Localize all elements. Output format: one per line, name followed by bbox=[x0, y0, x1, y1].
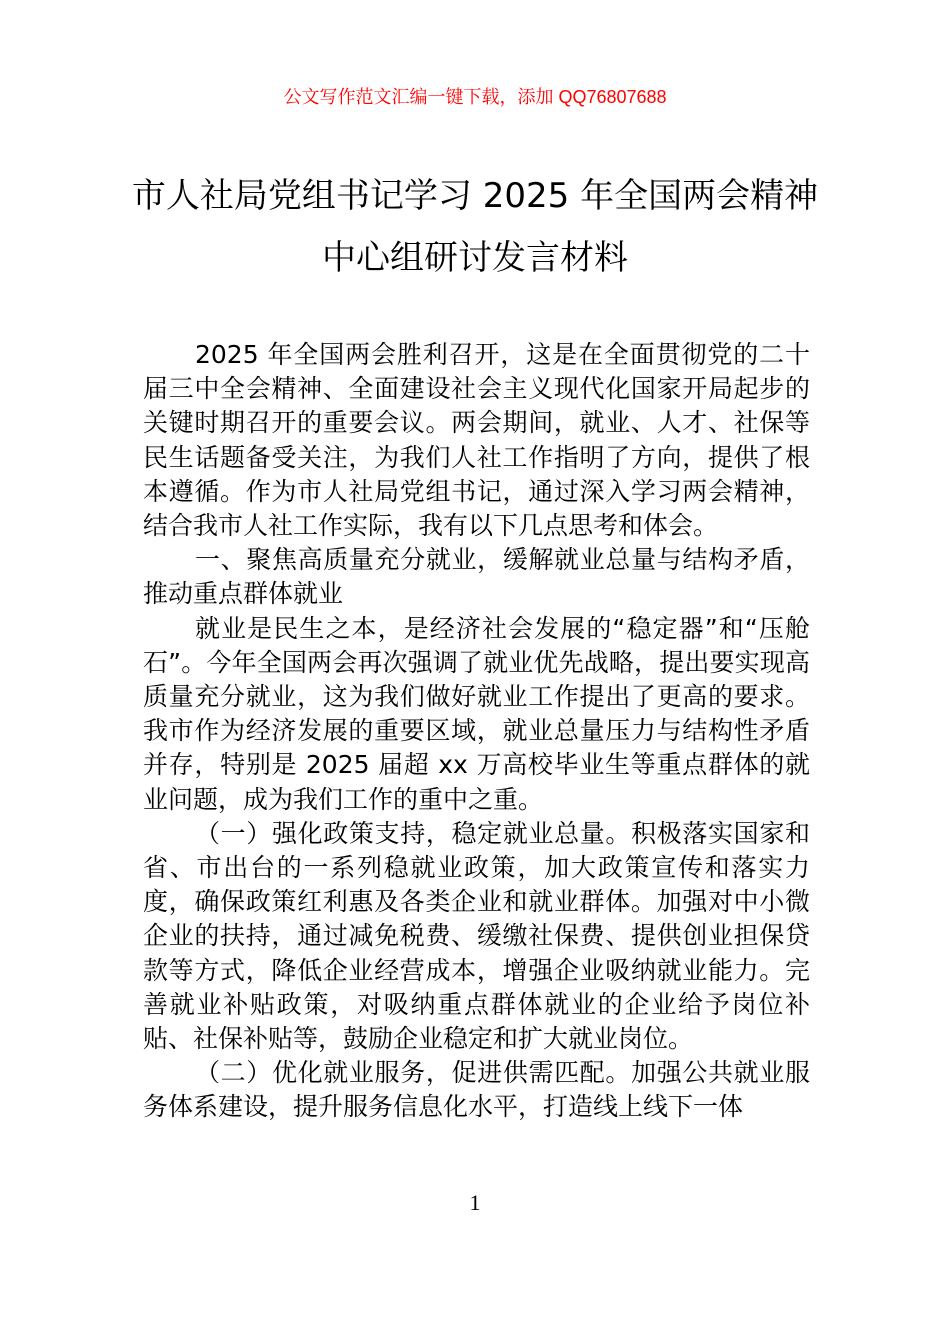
promo-banner: 公文写作范文汇编一键下载，添加 QQ76807688 bbox=[283, 87, 667, 107]
paragraph-subsection-2: （二）优化就业服务，促进供需匹配。加强公共就业服务体系建设，提升服务信息化水平，打造线上线下一体 bbox=[143, 1058, 810, 1122]
document-body bbox=[143, 338, 810, 1125]
paragraph-subsection-1: （一）强化政策支持，稳定就业总量。积极落实国家和省、市出台的一系列稳就业政策，加大政策宣传和落实力度，确保政策红利惠及各类企业和就业群体。加强对中小微企业的扶持，通过减免税费、缓缴社保费、提供创业担保贷款等方式，降低企业经营成本，增强企业吸纳就业能力。完善就业补贴政策，对吸纳重点群体就业的企业给予岗位补贴、社保补贴等，鼓励企业稳定和扩大就业岗位。 bbox=[143, 818, 810, 1054]
page-number: 1 bbox=[469, 1190, 481, 1215]
paragraph-intro: 2025 年全国两会胜利召开，这是在全面贯彻党的二十届三中全会精神、全面建设社会主义现代化国家开局起步的关键时期召开的重要会议。两会期间，就业、人才、社保等民生话题备受关注，为我们人社工作指明了方向，提供了根本遵循。作为市人社局党组书记，通过深入学习两会精神，结合我市人社工作实际，我有以下几点思考和体会。 bbox=[143, 340, 810, 541]
document-title: 市人社局党组书记学习 2025 年全国两会精神中心组研讨发言材料 bbox=[131, 176, 819, 278]
paragraph-employment: 就业是民生之本，是经济社会发展的“稳定器”和“压舱石”。今年全国两会再次强调了就业优先战略，提出要实现高质量充分就业，这为我们做好就业工作提出了更高的要求。我市作为经济发展的重要区域，就业总量压力与结构性矛盾并存，特别是 2025 届超 xx 万高校毕业生等重点群体的就业问题，成为我们工作的重中之重。 bbox=[143, 613, 810, 814]
section-heading-1: 一、聚焦高质量充分就业，缓解就业总量与结构矛盾，推动重点群体就业 bbox=[143, 545, 810, 609]
